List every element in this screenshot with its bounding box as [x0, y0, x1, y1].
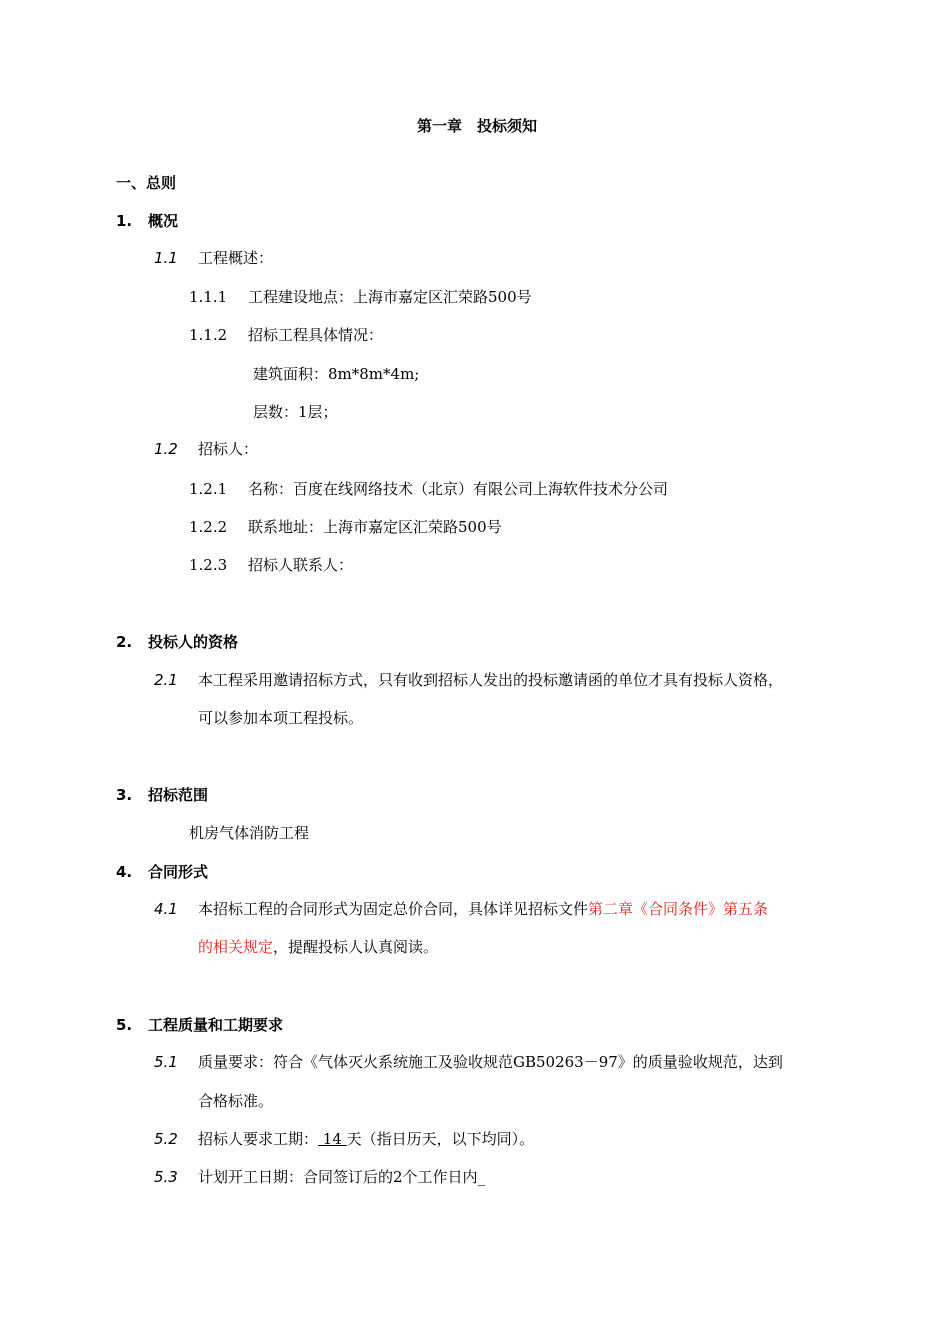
floor-count: 层数：1层； [253, 403, 338, 421]
item-1-number: 1. [116, 212, 133, 230]
section-heading: 一、总则 [116, 174, 177, 192]
clause-1-1-2-number: 1.1.2 [189, 326, 228, 344]
clause-5-1-line-1: 质量要求：符合《气体灭火系统施工及验收规范GB50263－97》的质量验收规范，达到 [198, 1053, 783, 1071]
clause-1-2-3-text: 招标人联系人： [248, 556, 354, 574]
clause-2-1-number: 2.1 [154, 671, 178, 689]
duration-prefix: 招标人要求工期： [198, 1130, 319, 1148]
building-area: 建筑面积：8m*8m*4m; [253, 365, 420, 383]
page-title: 第一章 投标须知 [417, 117, 538, 135]
clause-4-1-number: 4.1 [154, 900, 178, 918]
clause-4-1-line-2 [198, 937, 438, 957]
clause-4-1-line-1 [198, 899, 768, 919]
item-4-number: 4. [116, 863, 133, 881]
clause-4-1-reminder: ，提醒投标人认真阅读。 [273, 938, 439, 956]
clause-4-1-text: 本招标工程的合同形式为固定总价合同，具体详见招标文件 [198, 900, 589, 918]
item-3-title: 招标范围 [148, 786, 209, 804]
clause-1-2-1-number: 1.2.1 [189, 480, 228, 498]
clause-5-1-line-2: 合格标准。 [198, 1092, 274, 1110]
clause-1-2-2-number: 1.2.2 [189, 518, 228, 536]
item-2-number: 2. [116, 633, 133, 651]
clause-5-1-number: 5.1 [154, 1053, 178, 1071]
clause-1-2-3-number: 1.2.3 [189, 556, 228, 574]
clause-1-1-2-text: 招标工程具体情况： [248, 326, 384, 344]
clause-5-2-text [198, 1129, 534, 1149]
contract-reference-link-cont: 的相关规定 [198, 938, 274, 956]
duration-days: 14 [318, 1130, 347, 1148]
item-5-title: 工程质量和工期要求 [148, 1016, 284, 1034]
clause-1-2-1-text: 名称：百度在线网络技术（北京）有限公司上海软件技术分公司 [248, 480, 669, 498]
clause-1-2-number: 1.2 [154, 440, 178, 458]
clause-5-3-text: 计划开工日期：合同签订后的2个工作日内_ [198, 1168, 486, 1186]
clause-1-2-text: 招标人： [198, 440, 259, 458]
clause-1-1-number: 1.1 [154, 249, 178, 267]
item-4-title: 合同形式 [148, 863, 209, 881]
clause-1-1-1-text: 工程建设地点：上海市嘉定区汇荣路500号 [248, 288, 532, 306]
clause-2-1-line-1: 本工程采用邀请招标方式，只有收到招标人发出的投标邀请函的单位才具有投标人资格， [198, 671, 784, 689]
bid-scope-text: 机房气体消防工程 [189, 824, 310, 842]
duration-suffix: 天（指日历天，以下均同）。 [346, 1130, 535, 1148]
clause-1-2-2-text: 联系地址：上海市嘉定区汇荣路500号 [248, 518, 502, 536]
clause-5-3-number: 5.3 [154, 1168, 178, 1186]
clause-2-1-line-2: 可以参加本项工程投标。 [198, 709, 364, 727]
contract-reference-link: 第二章《合同条件》第五条 [588, 900, 769, 918]
clause-1-1-text: 工程概述： [198, 249, 274, 267]
item-2-title: 投标人的资格 [148, 633, 239, 651]
clause-1-1-1-number: 1.1.1 [189, 288, 228, 306]
item-3-number: 3. [116, 786, 133, 804]
clause-5-2-number: 5.2 [154, 1130, 178, 1148]
item-5-number: 5. [116, 1016, 133, 1034]
item-1-title: 概况 [148, 212, 179, 230]
